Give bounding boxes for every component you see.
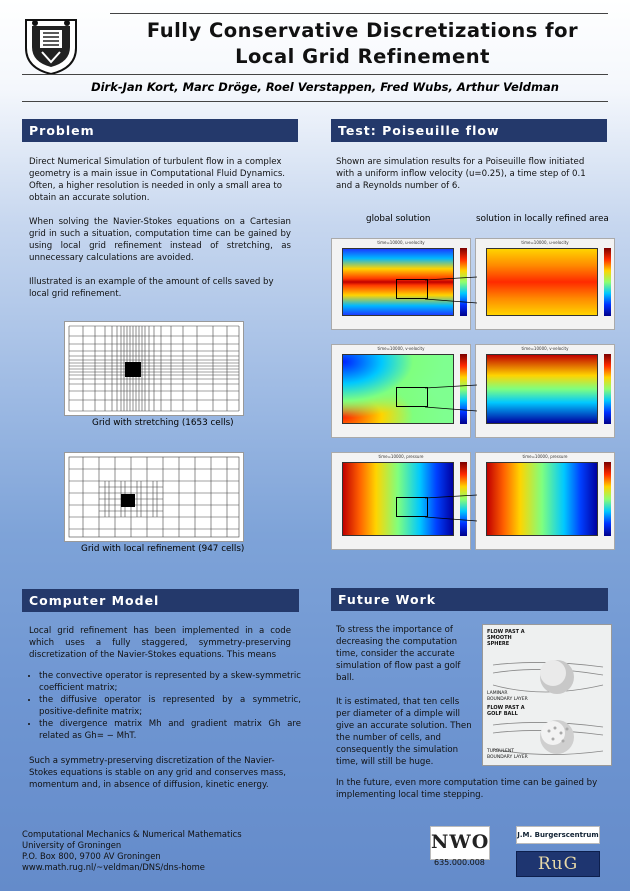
nwo-project-number: 635.000.008 — [434, 858, 485, 867]
golf-ball-flow-figure — [482, 624, 612, 766]
zoom-box — [396, 279, 428, 299]
colorbar — [604, 248, 611, 316]
rug-logo — [516, 851, 600, 877]
zoom-connector-1 — [425, 275, 480, 305]
bullet-convective: • the convective operator is represented by a skew-symmetric coefficient matrix; — [39, 670, 301, 694]
caption-refined-grid: Grid with local refinement (947 cells) — [81, 544, 245, 554]
future-work-paragraph-2: It is estimated, that ten cells per diameter of a dimple will give an accurate solution. Then the number of cells, and consequently the simulation time, will still be huge. — [336, 697, 472, 767]
zoom-connector-2 — [425, 383, 480, 413]
zoom-connector-3 — [425, 493, 480, 523]
computer-model-paragraph-2: Such a symmetry-preserving discretization of the Navier-Stokes equations is stable on any grid and conserves mass, momentum and, in absence of diffusion, kinetic energy. — [29, 756, 287, 790]
colorbar — [604, 462, 611, 536]
fig-label-turbulent: TURBULENT BOUNDARY LAYER — [487, 749, 528, 760]
authors-divider-top — [22, 74, 608, 75]
stretched-grid-figure — [64, 321, 244, 416]
title-divider — [110, 13, 608, 14]
bullet-diffusive: • the diffusive operator is represented by a symmetric, positive-definite matrix; — [39, 694, 301, 718]
problem-heading: Problem — [22, 119, 298, 142]
fig-label-golf-ball: FLOW PAST A GOLF BALL — [487, 705, 525, 717]
nwo-logo-text: NWO — [431, 831, 490, 853]
burgerscentrum-logo — [516, 826, 600, 844]
footer-address — [22, 829, 282, 873]
colormap — [486, 248, 598, 316]
footer-url[interactable]: www.math.rug.nl/~veldman/DNS/dns-home — [22, 862, 205, 872]
stretched-grid-drawing — [65, 322, 243, 415]
colormap — [486, 462, 598, 536]
problem-paragraph-2: When solving the Navier-Stokes equations on a Cartesian grid in such a situation, computation time can be gained by using local grid refinement instead of stretching, as unnecessary calculations are avoided. — [29, 217, 291, 263]
footer-line-3: P.O. Box 800, 9700 AV Groningen — [22, 851, 161, 861]
plot-local-v-velocity — [475, 344, 615, 438]
authors-divider-bottom — [22, 101, 608, 102]
refined-grid-drawing — [65, 453, 243, 541]
future-work-heading: Future Work — [331, 588, 608, 611]
plot-local-u-velocity — [475, 238, 615, 330]
poster-title — [110, 18, 615, 70]
problem-paragraph-3: Illustrated is an example of the amount of cells saved by local grid refinement. — [29, 277, 274, 299]
fig-label-smooth-sphere: FLOW PAST A SMOOTH SPHERE — [487, 629, 525, 647]
footer-line-2: University of Groningen — [22, 840, 122, 850]
zoom-box — [396, 497, 428, 517]
refined-grid-figure — [64, 452, 244, 542]
global-solution-label: global solution — [366, 214, 431, 224]
title-line-2: Local Grid Refinement — [235, 45, 490, 68]
colorbar — [604, 354, 611, 424]
rug-logo-text: RuG — [537, 854, 579, 874]
future-work-paragraph-1: To stress the importance of decreasing the computation time, consider the accurate simulation of flow past a golf ball. — [336, 625, 461, 683]
authors-line: Dirk-Jan Kort, Marc Dröge, Roel Verstappen, Fred Wubs, Arthur Veldman — [91, 80, 559, 94]
colormap — [486, 354, 598, 424]
burgerscentrum-text: J.M. Burgerscentrum — [517, 831, 599, 839]
title-line-1: Fully Conservative Discretizations for — [146, 19, 579, 42]
caption-stretched-grid: Grid with stretching (1653 cells) — [92, 418, 234, 428]
future-work-paragraph-3: In the future, even more computation time can be gained by implementing local time stepping. — [336, 778, 598, 800]
plot-title: time=10000, u-velocity — [521, 240, 569, 245]
zoom-box — [396, 387, 428, 407]
plot-local-pressure — [475, 452, 615, 550]
footer-line-1: Computational Mechanics & Numerical Mathematics — [22, 829, 242, 839]
computer-model-heading: Computer Model — [22, 589, 299, 612]
plot-title: time=10000, pressure — [522, 454, 568, 459]
problem-paragraph-1: Direct Numerical Simulation of turbulent flow in a complex geometry is a main issue in Computational Fluid Dynamics. Often, a higher resolution is needed in only a small area to obtain an accurate solution. — [29, 157, 286, 203]
computer-model-paragraph-1: Local grid refinement has been implemented in a code which uses a fully staggered, symmetry-preserving discretization of the Navier-Stokes equations. This means — [29, 626, 291, 660]
poiseuille-heading: Test: Poiseuille flow — [331, 119, 607, 142]
plot-title: time=10000, v-velocity — [521, 346, 569, 351]
computer-model-bullet-list — [29, 670, 301, 742]
nwo-logo — [430, 826, 490, 860]
poiseuille-paragraph: Shown are simulation results for a Poiseuille flow initiated with a uniform inflow velocity (u=0.25), a time step of 0.1 and a Reynolds number of 6. — [336, 157, 586, 191]
plot-title: time=10000, v-velocity — [377, 346, 425, 351]
fig-label-laminar: LAMINAR BOUNDARY LAYER — [487, 691, 528, 702]
plot-title: time=10000, pressure — [378, 454, 424, 459]
bullet-divergence: • the divergence matrix Mh and gradient matrix Gh are related as Gh= − MhT. — [39, 718, 301, 742]
plot-title: time=10000, u-velocity — [377, 240, 425, 245]
university-crest-logo — [22, 14, 80, 76]
local-solution-label: solution in locally refined area — [476, 214, 609, 224]
